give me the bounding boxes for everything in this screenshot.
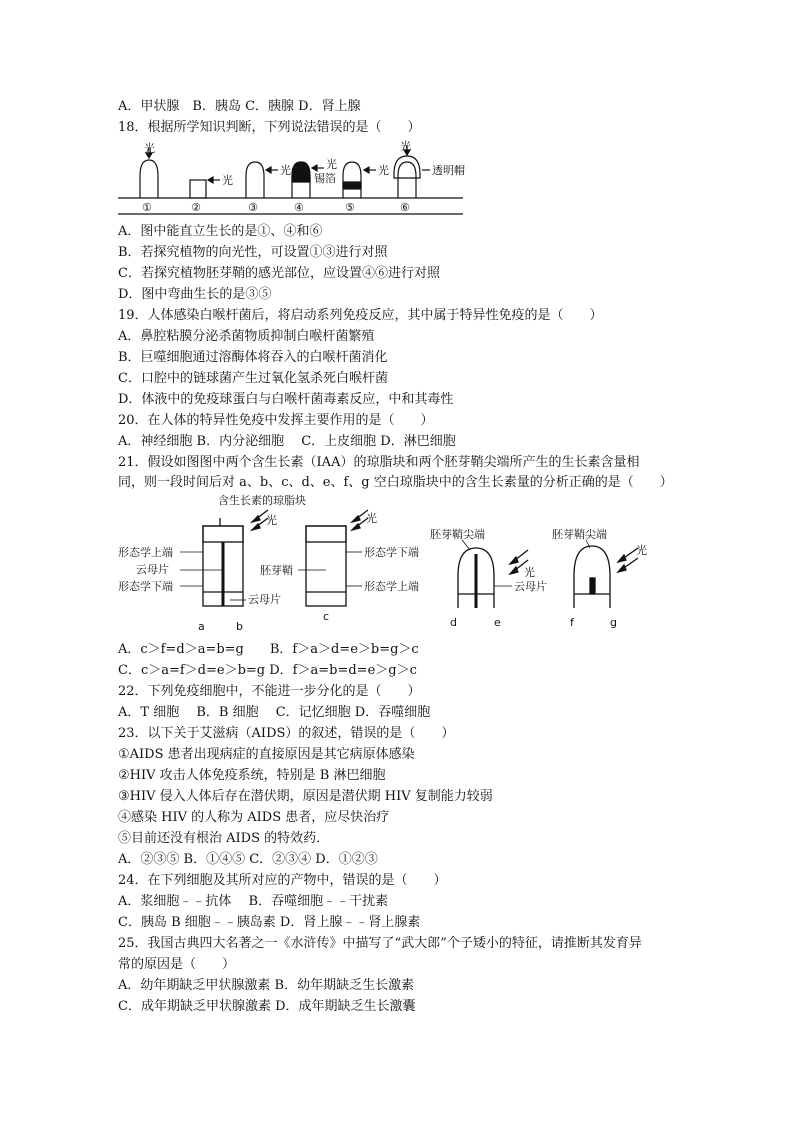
upper-end-label-left: 形态学上端 [118,546,173,559]
coleoptile-tip-fg [574,546,610,608]
text-line: ②HIV 攻击人体免疫系统，特别是 B 淋巴细胞 [118,768,386,783]
letter-f: f [570,616,574,629]
text-line: B．巨噬细胞通过溶酶体将吞入的白喉杆菌消化 [118,350,388,365]
text-line: C．口腔中的链球菌产生过氧化氢杀死白喉杆菌 [118,371,388,386]
decapitated-stem-2 [190,180,206,198]
number-4: ④ [294,201,304,214]
number-2: ② [191,201,201,214]
coleoptile-3 [246,162,264,198]
text-line: C．胰岛 B 细胞﹣﹣胰岛素 D．肾上腺﹣﹣肾上腺素 [118,915,421,930]
mica-label-bottom: 云母片 [248,593,281,606]
mica-label-de: 云母片 [514,580,547,593]
text-line: C．成年期缺乏甲状腺激素 D．成年期缺乏生长激囊 [118,999,416,1014]
letter-g: g [610,616,617,629]
letter-e: e [494,616,501,629]
coleoptile-segment-middle [306,526,346,606]
number-3: ③ [248,201,258,214]
coleoptile-label: 胚芽鞘 [260,564,293,577]
light-label-3: 光 [280,164,291,177]
coleoptile-6 [398,162,416,198]
mica-label-left: 云母片 [136,563,169,576]
upper-end-label-middle: 形态学上端 [364,580,419,593]
number-1: ① [142,201,152,214]
text-line: ⑤目前还没有根治 AIDS 的特效药． [118,831,330,846]
light-label-middle: 光 [366,512,377,525]
text-line: 18．根据所学知识判断，下列说法错误的是（ ） [118,120,421,135]
text-line: A．c＞f=d＞a=b=g B．f＞a＞d=e＞b=g＞c [118,642,419,657]
text-line: A．图中能直立生长的是①、④和⑥ [118,224,323,239]
light-label-6: 光 [400,140,411,153]
light-label-4: 光 [326,158,337,171]
light-label-de: 光 [524,566,535,579]
lower-end-label-middle: 形态学下端 [364,546,419,559]
text-line: 21．假设如图图中两个含生长素（IAA）的琼脂块和两个胚芽鞘尖端所产生的生长素含量相 [118,455,640,470]
text-line: ③HIV 侵入人体后存在潜伏期，原因是潜伏期 HIV 复制能力较弱 [118,789,493,804]
agar-block-top-left [203,526,243,542]
light-label-5: 光 [378,164,389,177]
text-line: 24．在下列细胞及其所对应的产物中，错误的是（ ） [118,873,447,888]
text-line: A．幼年期缺乏甲状腺激素 B．幼年期缺乏生长激素 [118,978,415,993]
text-line: A．神经细胞 B．内分泌细胞 C．上皮细胞 D．淋巴细胞 [118,434,456,449]
text-line: A．鼻腔粘膜分泌杀菌物质抑制白喉杆菌繁殖 [118,329,375,344]
letter-d: d [450,616,457,629]
mica-fg [590,578,595,594]
agar-block-top-middle [306,526,346,542]
foil-label: 锡箔 [314,172,336,185]
text-line: C．若探究植物胚芽鞘的感光部位，应设置④⑥进行对照 [118,266,440,281]
letter-b: b [236,620,243,633]
text-line: B．若探究植物的向光性，可设置①③进行对照 [118,245,388,260]
foil-band-5 [343,182,361,189]
text-line: A．浆细胞﹣﹣抗体 B．吞噬细胞﹣﹣干扰素 [118,894,389,909]
letter-c: c [323,610,330,623]
text-line: 同，则一段时间后对 a、b、c、d、e、f、g 空白琼脂块中的含生长素量的分析正确的是（ ） [118,475,673,490]
text-line: A．甲状腺 B．胰岛 C．胰腺 D．肾上腺 [118,99,361,114]
lower-end-label-left: 形态学下端 [118,580,173,593]
text-line: 25．我国古典四大名著之一《水浒传》中描写了“武大郎”个子矮小的特征，请推断其发育异 [118,936,642,951]
light-label-2: 光 [222,174,233,187]
text-line: D．体液中的免疫球蛋白与白喉杆菌毒素反应，中和其毒性 [118,392,454,407]
text-line: ①AIDS 患者出现病症的直接原因是其它病原体感染 [118,747,415,762]
text-line: A．②③⑤ B．①④⑤ C．②③④ D．①②③ [118,852,378,867]
light-label-left: 光 [266,514,277,527]
text-line: C．c＞a=f＞d=e＞b=g D．f＞a=b=d=e＞g＞c [118,663,417,678]
text-line: A．T 细胞 B．B 细胞 C．记忆细胞 D．吞噬细胞 [118,705,431,720]
tip-label-fg: 胚芽鞘尖端 [552,528,607,541]
text-line: 22．下列免疫细胞中，不能进一步分化的是（ ） [118,684,421,699]
foil-cap-4 [292,162,310,182]
text-line: 23．以下关于艾滋病（AIDS）的叙述，错误的是（ ） [118,726,455,741]
figure-q18 [118,140,468,222]
figure-q21 [118,490,658,636]
coleoptile-5 [343,162,361,198]
number-5: ⑤ [345,201,355,214]
text-line: D．图中弯曲生长的是③⑤ [118,287,272,302]
tip-label-de: 胚芽鞘尖端 [430,528,485,541]
text-line: 19．人体感染白喉杆菌后，将启动系列免疫反应，其中属于特异性免疫的是（ ） [118,308,603,323]
light-label-1: 光 [144,142,155,155]
transparent-cap-label: 透明帽 [432,164,465,177]
agar-label: 含生长素的琼脂块 [218,494,306,507]
text-line: ④感染 HIV 的人称为 AIDS 患者，应尽快治疗 [118,810,390,825]
number-6: ⑥ [400,201,410,214]
letter-a: a [198,620,205,633]
coleoptile-1 [140,160,158,198]
light-label-fg: 光 [636,544,647,557]
text-line: 常的原因是（ ） [118,957,236,972]
text-line: 20．在人体的特异性免疫中发挥主要作用的是（ ） [118,413,434,428]
